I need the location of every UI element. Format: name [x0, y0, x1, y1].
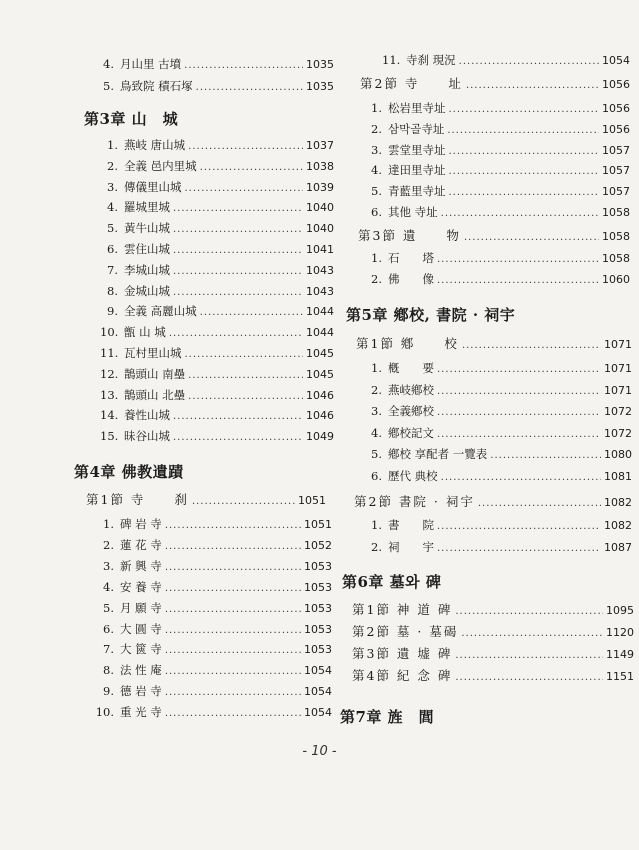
section-title: 第3節 遺 物: [358, 228, 461, 243]
entry-page: 1054: [304, 685, 332, 699]
entry-page: 1035: [306, 80, 334, 93]
entry-number: 3.: [103, 558, 114, 573]
leader-dots: [173, 222, 303, 238]
toc-entry: [100, 179, 334, 197]
toc-entry: [92, 600, 332, 618]
leader-dots: [459, 54, 599, 70]
entry-title: 養性山城: [124, 408, 170, 423]
entry-title: 新 興 寺: [120, 558, 162, 573]
leader-dots: [490, 448, 601, 464]
leader-dots: [165, 581, 301, 597]
leader-dots: [173, 409, 303, 425]
entry-title: 李城山城: [124, 262, 170, 277]
entry-number: 3.: [371, 142, 382, 157]
toc-entry: [92, 621, 332, 639]
toc-entry: [100, 262, 334, 280]
section-title: 第2節 寺 址: [360, 76, 463, 91]
entry-title: 大 圓 寺: [120, 621, 162, 636]
entry-number: 6.: [371, 205, 382, 219]
entry-title: 祠 宇: [388, 540, 434, 554]
section-entry: [352, 646, 634, 664]
toc-entry: [368, 382, 632, 400]
chapter-heading: 第6章 墓와 碑: [342, 573, 442, 591]
entry-title: 瓦村里山城: [124, 346, 182, 360]
entry-page: 1054: [304, 664, 332, 678]
toc-entry: [92, 704, 332, 722]
entry-page: 1049: [306, 430, 334, 444]
entry-number: 2.: [371, 121, 382, 136]
entry-number: 11.: [382, 53, 401, 67]
toc-entry: [100, 241, 334, 259]
toc-entry: [92, 641, 332, 659]
toc-entry: [368, 183, 630, 201]
chapter-heading: 第4章 佛教遺蹟: [74, 463, 184, 481]
entry-number: 4.: [103, 579, 114, 594]
entry-title: 黃牛山城: [124, 221, 170, 236]
entry-page: 1058: [602, 206, 630, 219]
leader-dots: [188, 389, 303, 405]
entry-page: 1043: [306, 263, 334, 277]
entry-title: 書 院: [388, 518, 434, 532]
leader-dots: [165, 706, 301, 722]
leader-dots: [165, 560, 301, 576]
entry-page: 1046: [306, 409, 334, 423]
section-title: 第1節 寺 刹: [86, 492, 189, 507]
toc-entry: [368, 539, 632, 557]
entry-number: 5.: [371, 447, 382, 461]
entry-page: 1071: [604, 338, 632, 351]
toc-entry: [368, 250, 630, 268]
toc-entry: [100, 283, 334, 301]
entry-title: 燕岐 唐山城: [124, 138, 186, 152]
leader-dots: [437, 427, 601, 443]
section-entry: [360, 76, 630, 94]
entry-page: 1058: [602, 230, 630, 243]
toc-entry: [100, 303, 334, 321]
section-entry: [352, 668, 634, 686]
section-entry: [352, 624, 634, 642]
leader-dots: [188, 368, 303, 384]
entry-page: 1044: [306, 326, 334, 340]
leader-dots: [165, 539, 301, 555]
entry-page: 1043: [306, 284, 334, 298]
entry-title: 鵲頭山 北壘: [124, 387, 186, 402]
section-title: 第2節 書院 · 祠宇: [354, 494, 475, 509]
entry-page: 1057: [602, 143, 630, 157]
toc-entry: [100, 158, 334, 176]
entry-title: 昧谷山城: [124, 429, 170, 444]
entry-number: 2.: [371, 540, 382, 554]
entry-title: 羅城里城: [124, 200, 170, 215]
toc-entry: [100, 220, 334, 238]
entry-number: 13.: [100, 387, 119, 402]
toc-entry: [100, 199, 334, 217]
entry-number: 7.: [107, 262, 118, 277]
leader-dots: [478, 496, 601, 512]
entry-page: 1051: [298, 494, 326, 507]
entry-page: 1040: [306, 222, 334, 236]
entry-page: 1053: [304, 643, 332, 657]
entry-title: 燕岐鄕校: [388, 382, 434, 397]
toc-entry: [368, 121, 630, 139]
entry-title: 傳儀里山城: [124, 179, 182, 194]
page-number: - 10 -: [302, 744, 337, 759]
leader-dots: [441, 206, 599, 222]
entry-page: 1087: [604, 541, 632, 554]
section-title: 第4節 紀 念 碑: [352, 668, 453, 683]
chapter-heading: 第3章 山 城: [84, 110, 179, 128]
entry-number: 6.: [107, 242, 118, 256]
leader-dots: [449, 164, 600, 180]
entry-page: 1039: [306, 180, 334, 194]
entry-number: 15.: [100, 429, 119, 444]
entry-page: 1056: [602, 102, 630, 115]
entry-page: 1151: [606, 670, 634, 683]
section-title: 第1節 鄕 校: [356, 336, 459, 351]
entry-page: 1053: [304, 622, 332, 636]
entry-number: 5.: [103, 600, 114, 615]
entry-number: 2.: [107, 158, 118, 173]
entry-title: 蓮 花 寺: [120, 537, 162, 552]
leader-dots: [165, 685, 301, 701]
chapter-heading: 第5章 鄕校, 書院 · 祠宇: [346, 306, 516, 324]
toc-entry: [100, 345, 334, 363]
entry-title: 法 性 庵: [120, 663, 162, 678]
entry-number: 4.: [107, 200, 118, 215]
entry-page: 1044: [306, 305, 334, 319]
leader-dots: [437, 252, 599, 268]
entry-number: 1.: [103, 517, 114, 531]
toc-entry: [100, 387, 334, 405]
entry-page: 1056: [602, 122, 630, 136]
entry-page: 1053: [304, 559, 332, 573]
leader-dots: [173, 243, 303, 259]
entry-page: 1080: [604, 448, 632, 461]
leader-dots: [173, 285, 303, 301]
toc-entry: [368, 100, 630, 118]
leader-dots: [165, 602, 301, 618]
entry-number: 1.: [371, 251, 382, 265]
entry-number: 4.: [371, 163, 382, 178]
leader-dots: [173, 201, 303, 217]
entry-title: 重 光 寺: [120, 705, 162, 720]
entry-title: 石 塔: [388, 251, 434, 265]
toc-entry: [368, 142, 630, 160]
section-title: 第3節 遺 墟 碑: [352, 646, 453, 661]
entry-title: 槪 要: [388, 361, 434, 375]
entry-page: 1057: [602, 164, 630, 178]
toc-entry: [368, 517, 632, 535]
entry-page: 1046: [306, 388, 334, 402]
toc-entry: [92, 537, 332, 555]
entry-title: 雲住山城: [124, 242, 170, 256]
entry-title: 德 岩 寺: [120, 684, 162, 699]
entry-page: 1058: [602, 252, 630, 265]
entry-title: 安 養 寺: [120, 579, 162, 594]
entry-page: 1082: [604, 496, 632, 509]
toc-entry: [100, 78, 334, 96]
leader-dots: [185, 181, 304, 197]
section-title: 第1節 神 道 碑: [352, 602, 453, 617]
entry-number: 2.: [103, 537, 114, 552]
entry-page: 1053: [304, 580, 332, 594]
entry-page: 1038: [306, 159, 334, 173]
section-entry: [358, 228, 630, 246]
toc-entry: [368, 360, 632, 378]
toc-entry: [368, 468, 632, 486]
entry-page: 1072: [604, 405, 632, 418]
leader-dots: [437, 541, 601, 557]
leader-dots: [192, 494, 295, 510]
entry-page: 1095: [606, 604, 634, 617]
entry-title: 雲堂里寺址: [388, 142, 446, 157]
entry-number: 1.: [107, 138, 118, 152]
entry-title: 全義 邑内里城: [124, 158, 197, 173]
entry-number: 9.: [107, 304, 118, 319]
entry-title: 月 願 寺: [120, 600, 162, 615]
toc-entry: [382, 52, 630, 70]
entry-page: 1071: [604, 383, 632, 397]
entry-page: 1041: [306, 243, 334, 256]
toc-entry: [92, 516, 332, 534]
entry-number: 5.: [103, 79, 114, 93]
entry-page: 1040: [306, 201, 334, 215]
toc-entry: [368, 403, 632, 421]
leader-dots: [165, 643, 301, 659]
leader-dots: [449, 144, 600, 160]
leader-dots: [184, 58, 303, 74]
section-entry: [352, 602, 634, 620]
entry-page: 1149: [606, 648, 634, 661]
leader-dots: [464, 230, 599, 246]
entry-page: 1081: [604, 469, 632, 483]
leader-dots: [165, 623, 301, 639]
leader-dots: [461, 626, 603, 642]
entry-page: 1071: [604, 362, 632, 375]
leader-dots: [455, 670, 603, 686]
entry-title: 達田里寺址: [388, 163, 446, 178]
entry-title: 大 篋 寺: [120, 642, 162, 657]
entry-title: 甑 山 城: [124, 325, 166, 340]
toc-entry: [92, 683, 332, 701]
entry-title: 全義鄕校: [388, 404, 434, 418]
leader-dots: [441, 470, 601, 486]
entry-page: 1057: [602, 185, 630, 199]
leader-dots: [437, 519, 601, 535]
toc-entry: [368, 446, 632, 464]
toc-entry: [100, 366, 334, 384]
entry-page: 1045: [306, 347, 334, 360]
toc-entry: [368, 204, 630, 222]
entry-number: 2.: [371, 272, 382, 286]
entry-number: 5.: [107, 221, 118, 236]
entry-title: 佛 像: [388, 272, 434, 286]
entry-number: 5.: [371, 184, 382, 199]
leader-dots: [455, 648, 603, 664]
leader-dots: [437, 273, 599, 289]
entry-number: 9.: [103, 684, 114, 699]
leader-dots: [437, 405, 601, 421]
entry-page: 1037: [306, 139, 334, 152]
entry-title: 其他 寺址: [388, 205, 438, 219]
entry-page: 1051: [304, 518, 332, 531]
toc-entry: [100, 324, 334, 342]
chapter-heading: 第7章 旌 閭: [340, 708, 435, 726]
entry-number: 3.: [371, 404, 382, 418]
toc-entry: [368, 271, 630, 289]
entry-number: 4.: [103, 57, 114, 71]
leader-dots: [437, 362, 601, 378]
entry-title: 月山里 古墳: [120, 57, 182, 71]
entry-number: 2.: [371, 382, 382, 397]
entry-page: 1056: [602, 78, 630, 91]
entry-title: 金城山城: [124, 283, 170, 298]
entry-page: 1053: [304, 601, 332, 615]
entry-title: 歷代 典校: [388, 468, 438, 483]
leader-dots: [449, 102, 600, 118]
toc-entry: [92, 662, 332, 680]
section-entry: [356, 336, 632, 354]
entry-number: 1.: [371, 101, 382, 115]
leader-dots: [196, 80, 303, 96]
entry-number: 3.: [107, 179, 118, 194]
leader-dots: [455, 604, 603, 620]
section-title: 第2節 墓 · 墓碣: [352, 624, 459, 639]
entry-number: 10.: [95, 705, 114, 720]
leader-dots: [173, 264, 303, 280]
toc-entry: [100, 56, 334, 74]
entry-number: 12.: [100, 366, 119, 381]
entry-title: 鄕校 享配者 一覽表: [388, 447, 488, 461]
entry-title: 青藍里寺址: [388, 184, 446, 199]
toc-entry: [368, 425, 632, 443]
leader-dots: [165, 518, 301, 534]
toc-entry: [100, 137, 334, 155]
entry-page: 1072: [604, 426, 632, 440]
entry-number: 8.: [107, 283, 118, 298]
entry-number: 11.: [100, 346, 119, 360]
leader-dots: [165, 664, 301, 680]
entry-page: 1120: [606, 626, 634, 639]
leader-dots: [185, 347, 304, 363]
leader-dots: [449, 185, 600, 201]
section-entry: [86, 492, 326, 510]
entry-page: 1045: [306, 367, 334, 381]
leader-dots: [466, 78, 599, 94]
entry-page: 1052: [304, 538, 332, 552]
leader-dots: [169, 326, 303, 342]
leader-dots: [188, 139, 303, 155]
entry-page: 1054: [602, 54, 630, 67]
leader-dots: [200, 305, 303, 321]
entry-title: 鳥致院 積石塚: [120, 79, 193, 93]
leader-dots: [200, 160, 303, 176]
entry-page: 1082: [604, 519, 632, 532]
entry-title: 全義 高麗山城: [124, 304, 197, 319]
toc-entry: [92, 558, 332, 576]
entry-number: 14.: [100, 408, 119, 423]
leader-dots: [173, 430, 303, 446]
entry-title: 碑 岩 寺: [120, 517, 162, 531]
entry-title: 松岩里寺址: [388, 101, 446, 115]
entry-title: 삼막골寺址: [388, 121, 445, 136]
entry-number: 10.: [100, 325, 119, 340]
leader-dots: [447, 123, 599, 139]
entry-number: 1.: [371, 361, 382, 375]
entry-title: 鄕校記文: [388, 425, 434, 440]
entry-page: 1054: [304, 706, 332, 720]
toc-entry: [100, 428, 334, 446]
entry-title: 寺刹 現況: [406, 53, 456, 67]
entry-number: 8.: [103, 663, 114, 678]
entry-number: 7.: [103, 642, 114, 657]
leader-dots: [462, 338, 601, 354]
entry-title: 鵲頭山 南壘: [124, 366, 186, 381]
entry-page: 1060: [602, 273, 630, 286]
entry-number: 6.: [103, 621, 114, 636]
section-entry: [354, 494, 632, 512]
toc-entry: [368, 162, 630, 180]
entry-number: 4.: [371, 425, 382, 440]
leader-dots: [437, 384, 601, 400]
toc-entry: [92, 579, 332, 597]
entry-number: 1.: [371, 518, 382, 532]
toc-entry: [100, 407, 334, 425]
entry-page: 1035: [306, 58, 334, 71]
entry-number: 6.: [371, 468, 382, 483]
